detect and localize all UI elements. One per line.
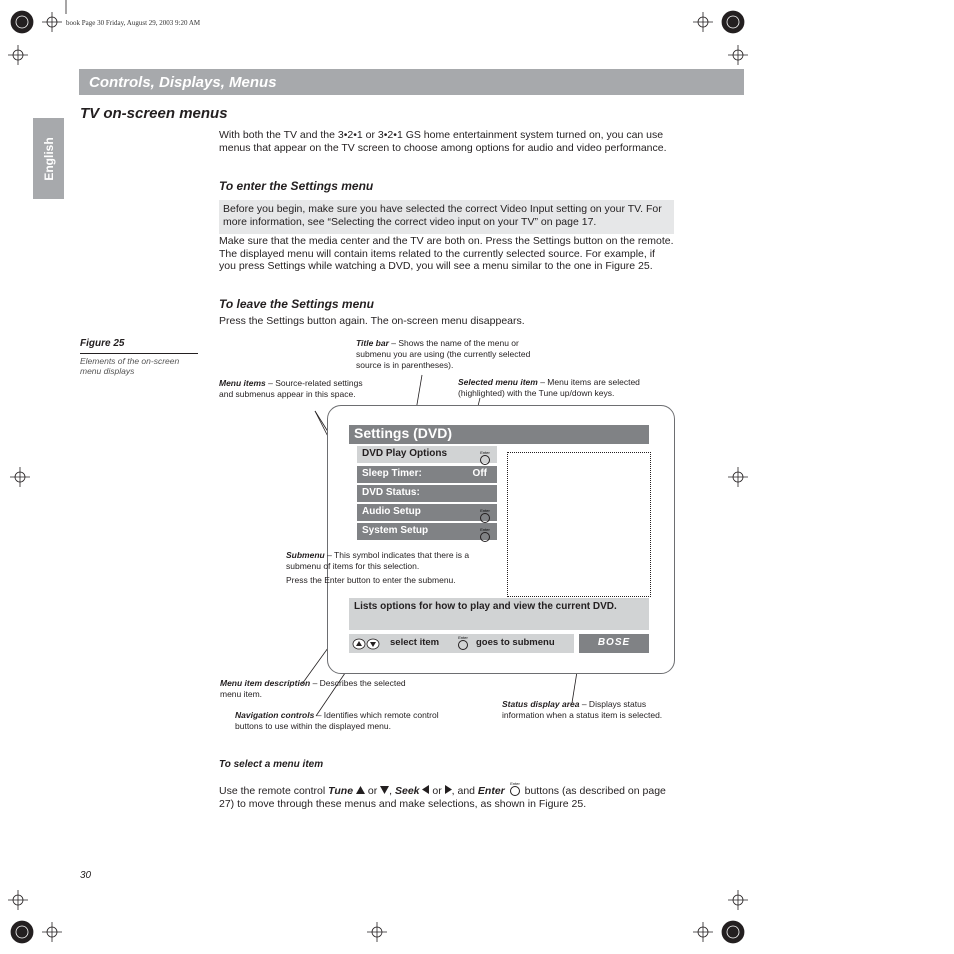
nav-submenu-label: goes to submenu bbox=[476, 637, 555, 648]
svg-text:Enter: Enter bbox=[458, 636, 468, 640]
menu-item-dvd-play-options[interactable]: DVD Play Options bbox=[357, 446, 497, 463]
callout-navigation: Navigation controls – Identifies which remote control buttons to use within the displayed menu. bbox=[235, 710, 439, 731]
leave-paragraph: Press the Settings button again. The on-screen menu disappears. bbox=[219, 315, 525, 327]
section-title: Controls, Displays, Menus bbox=[89, 74, 277, 91]
enter-icon bbox=[456, 636, 470, 650]
section-header bbox=[79, 69, 744, 95]
tune-up-down-icon bbox=[352, 638, 382, 650]
callout-menu-items: Menu items – Source-related settings and submenus appear in this space. bbox=[219, 378, 363, 399]
callout-item-description: Menu item description – Describes the selected menu item. bbox=[220, 678, 406, 699]
enter-icon bbox=[508, 782, 522, 796]
callout-title-bar: Title bar – Shows the name of the menu or submenu you are using (the currently selected source is in parentheses). bbox=[356, 338, 531, 370]
menu-item-description bbox=[349, 598, 649, 630]
language-tab-label: English bbox=[41, 136, 56, 181]
menu-title-bar bbox=[349, 425, 649, 444]
status-display-area bbox=[507, 452, 651, 597]
figure-rule bbox=[80, 353, 198, 354]
leave-heading: To leave the Settings menu bbox=[219, 297, 374, 311]
submenu-enter-icon bbox=[478, 528, 492, 542]
figure-title: Figure 25 bbox=[80, 338, 125, 349]
description-text: Lists options for how to play and view the current DVD. bbox=[354, 601, 617, 612]
page-number: 30 bbox=[80, 870, 92, 881]
seek-forward-icon bbox=[445, 785, 452, 794]
menu-item-audio-setup[interactable]: Audio Setup bbox=[357, 504, 497, 521]
enter-paragraph: Make sure that the media center and the TV are both on. Press the Settings button on the remote. The displayed menu will contain items related to the currently selected source. For example, if you press Settings while watching a DVD, you will see a menu similar to the one in Figure 25. bbox=[219, 235, 674, 273]
note-box bbox=[219, 200, 674, 234]
print-slug: book Page 30 Friday, August 29, 2003 9:20 AM bbox=[66, 19, 201, 27]
menu-title: Settings (DVD) bbox=[354, 425, 452, 441]
callout-submenu: Submenu – This symbol indicates that there is a submenu of items for this selection. bbox=[286, 550, 470, 571]
brand-logo: BOSE bbox=[579, 634, 649, 653]
seek-back-icon bbox=[422, 785, 429, 794]
menu-item-system-setup[interactable]: System Setup bbox=[357, 523, 497, 540]
svg-text:Enter: Enter bbox=[509, 782, 520, 786]
enter-heading: To enter the Settings menu bbox=[219, 179, 374, 193]
svg-text:Enter: Enter bbox=[480, 509, 490, 513]
menu-item-dvd-status[interactable]: DVD Status: bbox=[357, 485, 497, 502]
note-text: Before you begin, make sure you have selected the correct Video Input setting on your TV. For more information, see “Selecting the correct video input on your TV” on page 17. bbox=[223, 203, 662, 228]
menu-item-sleep-timer[interactable]: Sleep Timer: Off bbox=[357, 466, 497, 483]
tune-up-icon bbox=[356, 786, 365, 794]
submenu-enter-icon bbox=[478, 451, 492, 465]
nav-select-label: select item bbox=[390, 637, 440, 648]
callout-status-area: Status display area – Displays status information when a status item is selected. bbox=[502, 699, 663, 720]
language-tab bbox=[33, 118, 64, 199]
intro-paragraph: With both the TV and the 3•2•1 or 3•2•1 GS home entertainment system turned on, you can use menus that appear on the TV screen to choose among options for audio and video performance. bbox=[219, 129, 667, 154]
callout-selected-item: Selected menu item – Menu items are selected (highlighted) with the Tune up/down keys. bbox=[458, 377, 640, 398]
tune-down-icon bbox=[380, 786, 389, 794]
callout-submenu-enter: Press the Enter button to enter the submenu. bbox=[286, 575, 456, 585]
svg-text:Enter: Enter bbox=[480, 528, 490, 532]
select-paragraph: Use the remote control Tune or , Seek or , and Enter Enter buttons (as described on page 27) to move through these menus and make selections, as shown in Figure 25. bbox=[219, 782, 666, 810]
submenu-enter-icon bbox=[478, 509, 492, 523]
figure-caption: Elements of the on-screen menu displays bbox=[80, 356, 180, 376]
page-heading: TV on-screen menus bbox=[80, 105, 228, 122]
svg-text:Enter: Enter bbox=[480, 451, 490, 455]
select-heading: To select a menu item bbox=[219, 759, 324, 770]
